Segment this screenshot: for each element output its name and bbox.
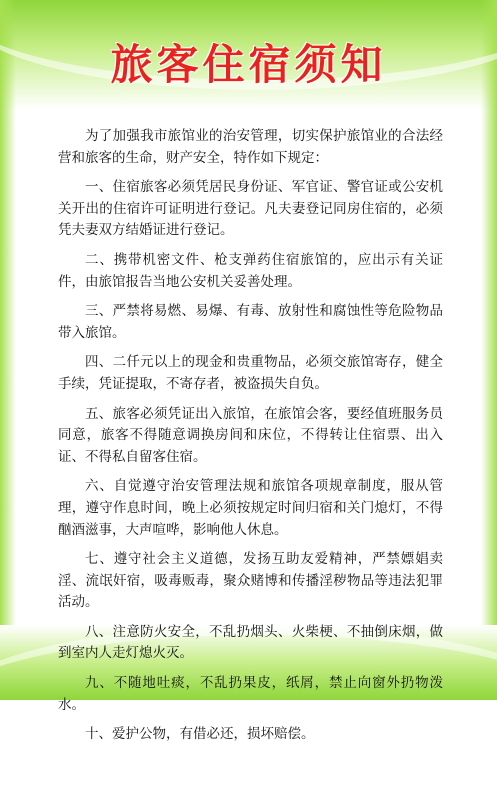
rule-10: 十、爱护公物，有借必还，损坏赔偿。 — [85, 726, 315, 743]
rule-2: 二、携带机密文件、枪支弹药住宿旅馆的，应出示有关证件，由旅馆报告当地公安机关妥善处理。 — [58, 251, 443, 290]
right-green-edge — [481, 0, 497, 700]
notice-body — [58, 126, 443, 754]
notice-title: 旅客住宿须知 — [110, 40, 387, 89]
rule-9: 九、不随地吐痰，不乱扔果皮，纸屑，禁止向窗外扔物泼水。 — [58, 675, 443, 713]
rule-8: 八、注意防火安全，不乱扔烟头、火柴梗、不抽倒床烟，做到室内人走灯熄火灭。 — [58, 623, 443, 662]
rule-4: 四、二仟元以上的现金和贵重物品，必须交旅馆寄存，健全手续，凭证提取，不寄存者，被盗损失自负。 — [58, 354, 443, 392]
rule-7: 七、遵守社会主义道德，发扬互助友爱精神，严禁嫖娼卖淫、流氓奸宿，吸毒贩毒，聚众赌博和传播淫秽物品等违法犯罪活动。 — [58, 551, 443, 611]
intro-paragraph: 为了加强我市旅馆业的治安管理，切实保护旅馆业的合法经营和旅客的生命，财产安全，特作如下规定： — [58, 128, 443, 166]
left-green-edge — [0, 0, 16, 700]
rule-1: 一、住宿旅客必须凭居民身份证、军官证、警官证或公安机关开出的住宿许可证明进行登记。凡夫妻登记同房住宿的，必须凭夫妻双方结婚证进行登记。 — [58, 179, 443, 239]
rule-6: 六、自觉遵守治安管理法规和旅馆各项规章制度，服从管理，遵守作息时间，晚上必须按规定时间归宿和关门熄灯，不得酗酒滋事，大声喧哗，影响他人休息。 — [58, 478, 443, 538]
rule-3: 三、严禁将易燃、易爆、有毒、放射性和腐蚀性等危险物品带入旅馆。 — [58, 303, 443, 341]
rule-5: 五、旅客必须凭证出入旅馆，在旅馆会客，要经值班服务员同意，旅客不得随意调换房间和床位，不得转让住宿票、出入证、不得私自留客住宿。 — [58, 405, 443, 465]
